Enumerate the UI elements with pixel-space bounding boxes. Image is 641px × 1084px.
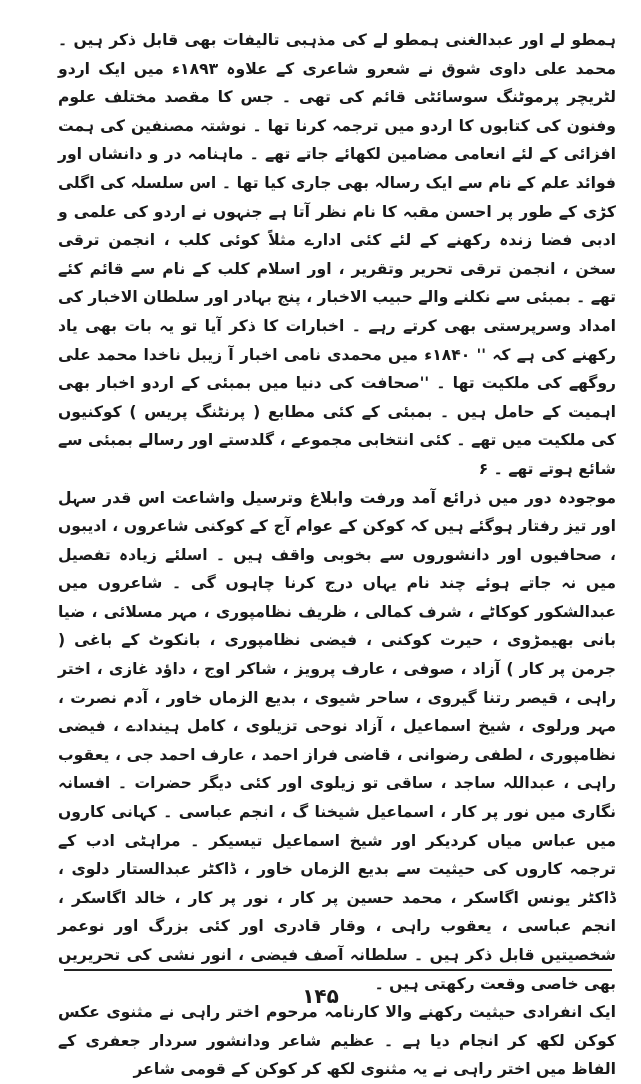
page-number: ۱۴۵ — [302, 984, 339, 1008]
footer-rule — [64, 969, 612, 971]
body-text — [58, 26, 616, 1084]
paragraph-1: ہمطو لے اور عبدالغنی ہمطو لے کی مذہبی تالیفات بھی قابل ذکر ہیں ۔ محمد علی داوی شوق نے شعرو شاعری کے علاوہ ۱۸۹۳ء میں ایک اردو لٹریچر پرموٹنگ سوسائٹی قائم کی تھی ۔ جس کا مقصد مختلف علوم وفنون کی کتابوں کا اردو میں ترجمہ کرنا تھا ۔ نوشتہ مصنفین کی ہمت افزائی کے لئے انعامی مضامین لکھائے جاتے تھے ۔ ماہنامہ در و دانشاں اور فوائد علم کے نام سے ایک رسالہ بھی جاری کیا تھا ۔ اس سلسلہ کی اگلی کڑی کے طور پر احسن مقبہ کا نام نظر آتا ہے جنہوں نے اردو کی علمی و ادبی فضا زندہ رکھنے کے لئے کئی ادارے مثلاً کوئی کلب ، انجمن ترقی سخن ، انجمن ترقی تحریر وتقریر ، اور اسلام کلب کے نام سے قائم کئے تھے ۔ بمبئی سے نکلنے والے حبیب الاخبار ، پنج بہادر اور سلطان الاخبار کی امداد وسرپرستی بھی کرتے رہے ۔ اخبارات کا ذکر آیا تو یہ بات بھی یاد رکھنے کی ہے کہ '' ۱۸۴۰ء میں محمدی نامی اخبار آ زیبل ناخدا محمد علی روگھے کی ملکیت تھا ۔ ''صحافت کی دنیا میں بمبئی کے اردو اخبار بھی اہمیت کے حامل ہیں ۔ بمبئی کے کئی مطابع ( پرنٹنگ پریس ) کوکنیوں کی ملکیت میں تھے ۔ کئی انتخابی مجموعے ، گلدستے اور رسالے بمبئی سے شائع ہوتے تھے ۔ ۶ — [58, 31, 617, 478]
paragraph-2: موجودہ دور میں ذرائع آمد ورفت وابلاغ وترسیل واشاعت اس قدر سہل اور تیز رفتار ہوگئے ہیں کہ کوکن کے عوام آج کے کوکنی شاعروں ، ادیبوں ، صحافیوں اور دانشوروں سے بخوبی واقف ہیں ۔ اسلئے زیادہ تفصیل میں نہ جاتے ہوئے چند نام یہاں درج کرنا چاہوں گی ۔ شاعروں میں عبدالشکور کوکاٹے ، شرف کمالی ، ظریف نظامپوری ، مہر مسلائی ، ضیا بانی بھیمڑوی ، حیرت کوکنی ، فیضی نظامپوری ، بانکوٹ کے باغی ( جرمن پر کار ) آزاد ، صوفی ، عارف پرویز ، شاکر اوج ، داؤد غازی ، اختر راہی ، قیصر رتنا گیروی ، ساحر شیوی ، بدیع الزماں خاور ، آدم نصرت ، مہر ورلوی ، شیخ اسماعیل ، آزاد نوحی تزیلوی ، کامل ہیندادے ، فیضی نظامپوری ، لطفی رضوانی ، قاضی فراز احمد ، عارف احمد جی ، یعقوب راہی ، عبداللہ ساجد ، ساقی تو زیلوی اور کئی دیگر حضرات ۔ افسانہ نگاری میں نور پر کار ، اسماعیل شیخنا گ ، انجم عباسی ۔ کہانی کاروں میں عباس میاں کردیکر اور شیخ اسماعیل تیسیکر ۔ مراہٹی ادب کے ترجمہ کاروں کی حیثیت سے بدیع الزماں خاور ، ڈاکٹر عبدالستار دلوی ، ڈاکٹر یونس اگاسکر ، محمد حسین پر کار ، نور پر کار ، خالد اگاسکر ، انجم عباسی ، یعقوب راہی ، وقار قادری اور کئی بزرگ اور نوعمر شخصیتیں قابل ذکر ہیں ۔ سلطانہ آصف فیضی ، انور نشی کی تحریریں بھی خاصی وقعت رکھتی ہیں ۔ — [58, 488, 616, 993]
paragraph-3: ایک انفرادی حیثیت رکھنے والا کارنامہ مرحوم اختر راہی نے مثنوی عکس کوکن لکھ کر انجام دیا ہے ۔ عظیم شاعر ودانشور سردار جعفری کے الفاظ میں اختر راہی نے یہ مثنوی لکھ کر کوکن کے قومی شاعر — [58, 1003, 616, 1079]
